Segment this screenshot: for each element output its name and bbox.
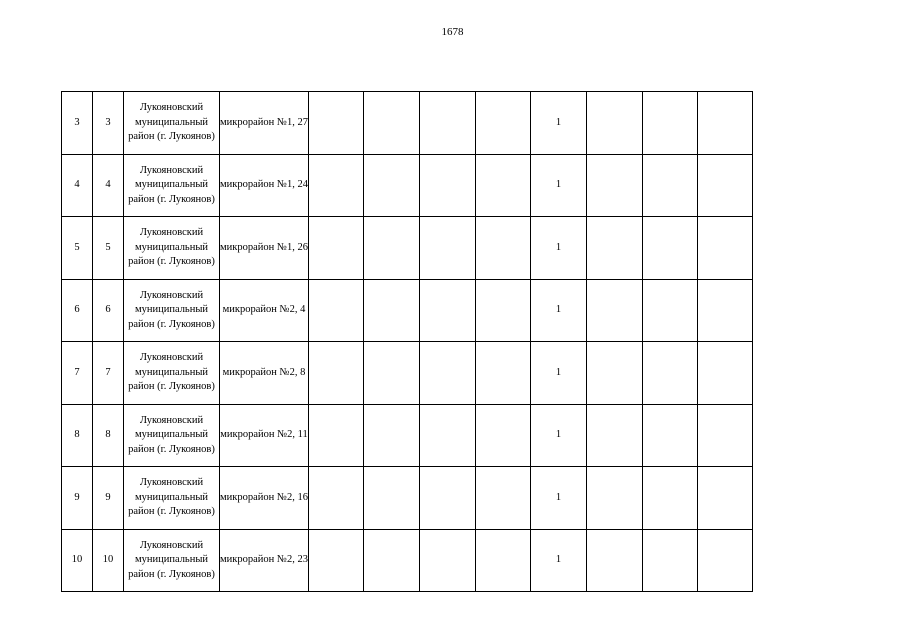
object-number-cell: 5 bbox=[93, 217, 124, 280]
empty-cell bbox=[364, 154, 420, 217]
empty-cell bbox=[309, 529, 364, 592]
empty-cell bbox=[698, 92, 753, 155]
empty-cell bbox=[476, 92, 531, 155]
location-text: микрорайон №1, 26 bbox=[220, 241, 308, 253]
empty-cell bbox=[309, 404, 364, 467]
empty-cell bbox=[587, 467, 643, 530]
location-text: микрорайон №2, 23 bbox=[220, 554, 308, 565]
district-cell bbox=[124, 467, 220, 530]
empty-cell bbox=[476, 467, 531, 530]
empty-cell bbox=[698, 279, 753, 342]
empty-cell bbox=[476, 279, 531, 342]
row-number-cell: 3 bbox=[62, 92, 93, 155]
empty-cell bbox=[476, 404, 531, 467]
empty-cell bbox=[364, 529, 420, 592]
empty-cell bbox=[643, 154, 698, 217]
count-cell: 1 bbox=[531, 92, 587, 155]
empty-cell bbox=[476, 529, 531, 592]
count-cell: 1 bbox=[531, 154, 587, 217]
district-text: Лукояновский муниципальный район (г. Лукоянов) bbox=[128, 414, 215, 455]
table-row bbox=[62, 154, 753, 217]
table-row bbox=[62, 92, 753, 155]
location-cell bbox=[220, 529, 309, 592]
empty-cell bbox=[309, 154, 364, 217]
empty-cell bbox=[420, 279, 476, 342]
empty-cell bbox=[587, 217, 643, 280]
empty-cell bbox=[643, 279, 698, 342]
empty-cell bbox=[364, 217, 420, 280]
row-number-cell: 7 bbox=[62, 342, 93, 405]
empty-cell bbox=[698, 529, 753, 592]
empty-cell bbox=[309, 279, 364, 342]
district-cell bbox=[124, 342, 220, 405]
location-cell bbox=[220, 279, 309, 342]
empty-cell bbox=[587, 154, 643, 217]
location-cell bbox=[220, 217, 309, 280]
empty-cell bbox=[643, 404, 698, 467]
empty-cell bbox=[476, 154, 531, 217]
empty-cell bbox=[309, 342, 364, 405]
object-number-cell: 9 bbox=[93, 467, 124, 530]
empty-cell bbox=[309, 467, 364, 530]
count-cell: 1 bbox=[531, 404, 587, 467]
empty-cell bbox=[420, 404, 476, 467]
district-cell bbox=[124, 92, 220, 155]
count-cell: 1 bbox=[531, 217, 587, 280]
page-number: 1678 bbox=[441, 26, 464, 38]
table-row bbox=[62, 467, 753, 530]
object-number-cell: 6 bbox=[93, 279, 124, 342]
empty-cell bbox=[698, 404, 753, 467]
empty-cell bbox=[476, 342, 531, 405]
data-table bbox=[61, 91, 753, 592]
table-row bbox=[62, 217, 753, 280]
district-text: Лукояновский муниципальный район (г. Лукоянов) bbox=[128, 477, 215, 517]
empty-cell bbox=[476, 217, 531, 280]
empty-cell bbox=[364, 92, 420, 155]
count-cell: 1 bbox=[531, 529, 587, 592]
empty-cell bbox=[420, 217, 476, 280]
empty-cell bbox=[643, 217, 698, 280]
location-cell bbox=[220, 92, 309, 155]
district-text: Лукояновский муниципальный район (г. Лукоянов) bbox=[128, 102, 215, 142]
empty-cell bbox=[364, 279, 420, 342]
row-number-cell: 6 bbox=[62, 279, 93, 342]
row-number-cell: 10 bbox=[62, 529, 93, 592]
location-cell bbox=[220, 467, 309, 530]
district-cell bbox=[124, 529, 220, 592]
location-text: микрорайон №2, 11 bbox=[220, 429, 308, 440]
row-number-cell: 8 bbox=[62, 404, 93, 467]
location-text: микрорайон №1, 27 bbox=[220, 116, 308, 128]
count-cell: 1 bbox=[531, 342, 587, 405]
empty-cell bbox=[309, 92, 364, 155]
empty-cell bbox=[420, 529, 476, 592]
object-number-cell: 4 bbox=[93, 154, 124, 217]
table-body bbox=[62, 92, 753, 592]
object-number-cell: 8 bbox=[93, 404, 124, 467]
district-text: Лукояновский муниципальный район (г. Лукоянов) bbox=[128, 352, 215, 392]
empty-cell bbox=[364, 342, 420, 405]
district-text: Лукояновский муниципальный район (г. Лукоянов) bbox=[128, 539, 215, 580]
district-text: Лукояновский муниципальный район (г. Лукоянов) bbox=[128, 164, 215, 205]
object-number-cell: 3 bbox=[93, 92, 124, 155]
empty-cell bbox=[587, 342, 643, 405]
table-row bbox=[62, 529, 753, 592]
empty-cell bbox=[587, 92, 643, 155]
count-cell: 1 bbox=[531, 467, 587, 530]
empty-cell bbox=[309, 217, 364, 280]
location-text: микрорайон №2, 4 bbox=[222, 304, 306, 315]
location-text: микрорайон №2, 16 bbox=[220, 491, 308, 503]
empty-cell bbox=[643, 342, 698, 405]
empty-cell bbox=[587, 529, 643, 592]
empty-cell bbox=[587, 404, 643, 467]
empty-cell bbox=[364, 467, 420, 530]
empty-cell bbox=[420, 92, 476, 155]
district-cell bbox=[124, 217, 220, 280]
district-cell bbox=[124, 404, 220, 467]
district-cell bbox=[124, 154, 220, 217]
empty-cell bbox=[698, 217, 753, 280]
empty-cell bbox=[643, 92, 698, 155]
location-cell bbox=[220, 404, 309, 467]
table-row bbox=[62, 279, 753, 342]
location-text: микрорайон №1, 24 bbox=[220, 179, 308, 190]
district-text: Лукояновский муниципальный район (г. Лукоянов) bbox=[128, 289, 215, 330]
empty-cell bbox=[643, 529, 698, 592]
empty-cell bbox=[643, 467, 698, 530]
empty-cell bbox=[698, 467, 753, 530]
empty-cell bbox=[420, 467, 476, 530]
count-cell: 1 bbox=[531, 279, 587, 342]
empty-cell bbox=[698, 342, 753, 405]
table-row bbox=[62, 342, 753, 405]
row-number-cell: 4 bbox=[62, 154, 93, 217]
location-text: микрорайон №2, 8 bbox=[222, 366, 306, 378]
row-number-cell: 9 bbox=[62, 467, 93, 530]
object-number-cell: 7 bbox=[93, 342, 124, 405]
empty-cell bbox=[587, 279, 643, 342]
empty-cell bbox=[698, 154, 753, 217]
district-text: Лукояновский муниципальный район (г. Лукоянов) bbox=[128, 227, 215, 267]
row-number-cell: 5 bbox=[62, 217, 93, 280]
district-cell bbox=[124, 279, 220, 342]
object-number-cell: 10 bbox=[93, 529, 124, 592]
location-cell bbox=[220, 342, 309, 405]
empty-cell bbox=[364, 404, 420, 467]
empty-cell bbox=[420, 342, 476, 405]
location-cell bbox=[220, 154, 309, 217]
table-row bbox=[62, 404, 753, 467]
empty-cell bbox=[420, 154, 476, 217]
